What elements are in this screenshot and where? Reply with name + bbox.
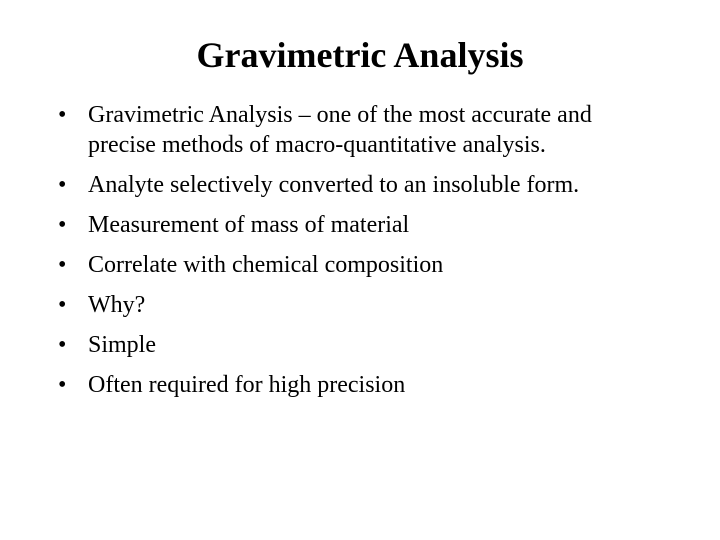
slide-title: Gravimetric Analysis (196, 35, 524, 75)
bullet-item (58, 250, 678, 280)
bullet-icon: • (58, 372, 67, 398)
bullet-item (58, 370, 678, 400)
bullet-text: Correlate with chemical composition (88, 252, 444, 278)
bullet-icon: • (58, 332, 67, 358)
bullet-icon: • (58, 212, 67, 238)
bullet-item (58, 290, 678, 320)
bullet-icon: • (58, 292, 67, 318)
bullet-icon: • (58, 102, 67, 128)
bullet-text: Gravimetric Analysis – one of the most accurate and precise methods of macro-quantitative analysis. (88, 102, 592, 158)
bullet-text: Measurement of mass of material (88, 212, 410, 238)
bullet-item (58, 330, 678, 360)
bullet-text: Simple (88, 332, 157, 358)
bullet-text: Analyte selectively converted to an insoluble form. (88, 172, 580, 198)
bullet-icon: • (58, 172, 67, 198)
bullet-item (58, 100, 678, 160)
bullet-icon: • (58, 252, 67, 278)
bullet-item (58, 210, 678, 240)
bullet-text: Often required for high precision (88, 372, 406, 398)
bullet-list (58, 100, 678, 410)
bullet-text: Why? (88, 292, 146, 318)
bullet-item (58, 170, 678, 200)
